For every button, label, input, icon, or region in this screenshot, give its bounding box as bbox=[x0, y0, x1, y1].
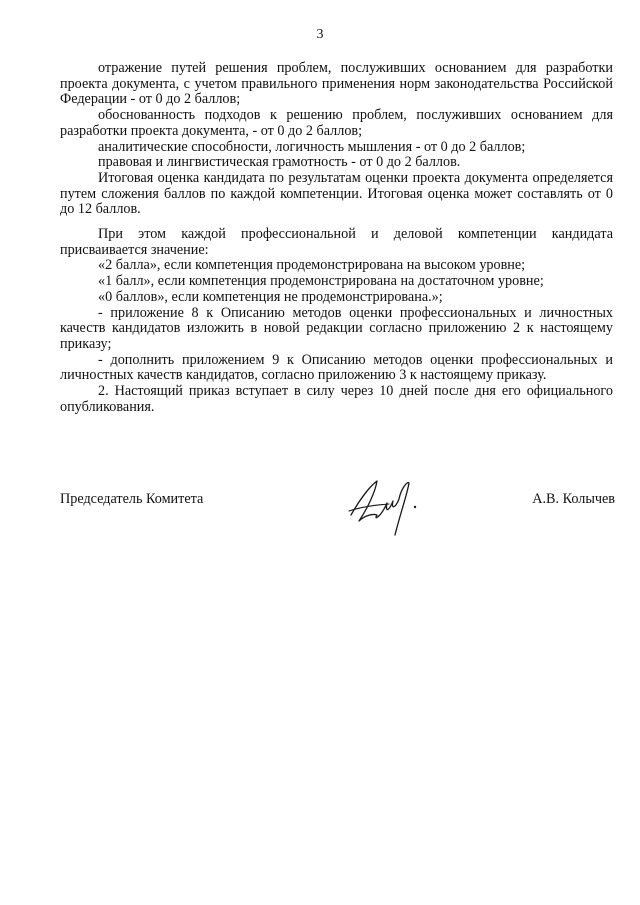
paragraph-criterion-literacy: правовая и лингвистическая грамотность - от 0 до 2 баллов. bbox=[98, 154, 461, 171]
signatory-position: Председатель Комитета bbox=[60, 491, 204, 507]
signatory-name: А.В. Колычев bbox=[532, 491, 615, 507]
paragraph-score-two: «2 балла», если компетенция продемонстрирована на высоком уровне; bbox=[98, 257, 526, 274]
page-number: 3 bbox=[316, 27, 324, 42]
paragraph-criterion-solutions: отражение путей решения проблем, послуживших основанием для разработки проекта документа, с учетом правильного применения норм законодательства Российской Федерации - от 0 до 2 баллов; bbox=[60, 60, 613, 108]
document-body bbox=[60, 61, 613, 415]
paragraph-criterion-analytics: аналитические способности, логичность мышления - от 0 до 2 баллов; bbox=[98, 138, 526, 155]
paragraph-effective-date: 2. Настоящий приказ вступает в силу через 10 дней после дня его официального опубликования. bbox=[60, 383, 613, 415]
paragraph-score-zero: «0 баллов», если компетенция не продемонстрирована.»; bbox=[98, 288, 443, 305]
paragraph-score-values-intro: При этом каждой профессиональной и деловой компетенции кандидата присваивается значение: bbox=[60, 226, 613, 258]
paragraph-appendix-8: - приложение 8 к Описанию методов оценки профессиональных и личностных качеств кандидатов изложить в новой редакции согласно приложению 2 к настоящему приказу; bbox=[60, 304, 613, 352]
handwritten-signature bbox=[345, 477, 423, 541]
paragraph-criterion-approaches: обоснованность подходов к решению проблем, послуживших основанием для разработки проекта документа, - от 0 до 2 баллов; bbox=[60, 107, 613, 139]
paragraph-total-score: Итоговая оценка кандидата по результатам оценки проекта документа определяется путем сложения баллов по каждой компетенции. Итоговая оценка может составлять от 0 до 12 баллов. bbox=[60, 169, 613, 218]
paragraph-score-one: «1 балл», если компетенция продемонстрирована на достаточном уровне; bbox=[98, 273, 544, 290]
signature-block bbox=[60, 491, 615, 551]
paragraph-appendix-9: - дополнить приложением 9 к Описанию методов оценки профессиональных и личностных качеств кандидатов, согласно приложению 3 к настоящему приказу. bbox=[60, 351, 613, 384]
